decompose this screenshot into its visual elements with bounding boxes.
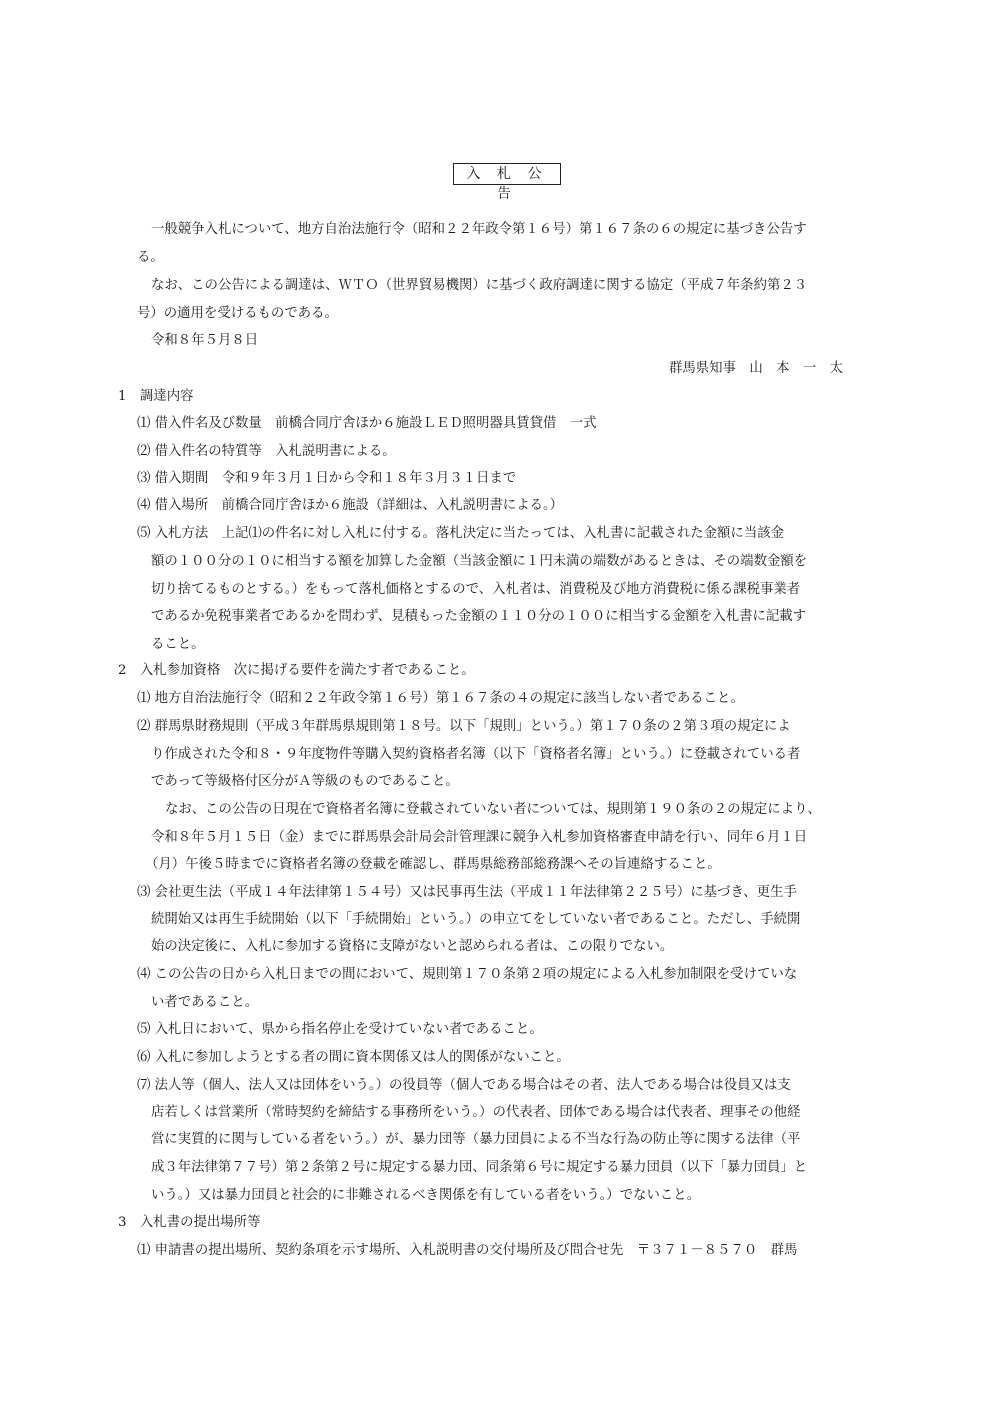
list-item-continuation: いう。）又は暴力団員と社会的に非難されるべき関係を有している者をいう。）でないこと。 xyxy=(151,1188,701,1203)
intro-paragraph-line: 号）の適用を受けるものである。 xyxy=(137,306,338,321)
list-item-continuation: 額の１００分の１０に相当する額を加算した金額（当該金額に１円未満の端数があるときは、その端数金額を xyxy=(151,554,808,569)
list-item: ⑶ 借入期間 令和９年３月１日から令和１８年３月３１日まで xyxy=(137,471,517,486)
list-item-continuation: （月）午後５時までに資格者名簿の登載を確認し、群馬県総務部総務課へその旨連絡すること。 xyxy=(145,857,721,872)
intro-paragraph-line: る。 xyxy=(137,250,164,265)
list-item-continuation: 店若しくは営業所（常時契約を締結する事務所をいう。）の代表者、団体である場合は代表者、理事その他経 xyxy=(151,1105,801,1120)
list-item-continuation: 切り捨てるものとする。）をもって落札価格とするので、入札者は、消費税及び地方消費税に係る課税事業者 xyxy=(151,582,801,597)
list-item-continuation: 令和８年５月１５日（金）までに群馬県会計局会計管理課に競争入札参加資格審査申請を行い、同年６月１日 xyxy=(151,830,808,845)
list-item-continuation: ること。 xyxy=(151,637,205,652)
list-item-continuation: なお、この公告の日現在で資格者名簿に登載されていない者については、規則第１９０条の２の規定により、 xyxy=(165,802,821,817)
list-item: ⑺ 法人等（個人、法人又は団体をいう。）の役員等（個人である場合はその者、法人である場合は役員又は支 xyxy=(137,1078,791,1093)
list-item: ⑴ 地方自治法施行令（昭和２２年政令第１６号）第１６７条の４の規定に該当しない者であること。 xyxy=(137,691,744,706)
list-item-continuation: 始の決定後に、入札に参加する資格に支障がないと認められる者は、この限りでない。 xyxy=(151,939,674,954)
intro-paragraph-line: 一般競争入札について、地方自治法施行令（昭和２２年政令第１６号）第１６７条の６の規定に基づき公告す xyxy=(151,222,807,237)
notice-date: 令和８年５月８日 xyxy=(151,333,259,348)
list-item-continuation: であって等級格付区分がＡ等級のものであること。 xyxy=(151,774,459,789)
section-heading: 3 入札書の提出場所等 xyxy=(118,1215,261,1230)
list-item-continuation: り作成された令和８・９年度物件等購入契約資格者名簿（以下「資格者名簿」という。）に登載されている者 xyxy=(151,747,801,762)
list-item: ⑵ 借入件名の特質等 入札説明書による。 xyxy=(137,444,396,459)
list-item: ⑹ 入札に参加しようとする者の間に資本関係又は人的関係がないこと。 xyxy=(137,1050,570,1065)
list-item-continuation: い者であること。 xyxy=(151,995,259,1010)
list-item: ⑴ 申請書の提出場所、契約条項を示す場所、入札説明書の交付場所及び問合せ先 〒３７１－８５７０ 群馬 xyxy=(137,1243,798,1258)
issuer-signature: 群馬県知事 山 本 一 太 xyxy=(669,361,844,376)
list-item-continuation: 営に実質的に関与している者をいう。）が、暴力団等（暴力団員による不当な行為の防止等に関する法律（平 xyxy=(151,1132,801,1147)
list-item: ⑷ この公告の日から入札日までの間において、規則第１７０条第２項の規定による入札参加制限を受けていな xyxy=(137,967,798,982)
list-item-continuation: 続開始又は再生手続開始（以下「手続開始」という。）の申立てをしていない者であること。ただし、手続開 xyxy=(151,912,801,927)
section-heading: 2 入札参加資格 次に掲げる要件を満たす者であること。 xyxy=(118,663,475,678)
list-item: ⑶ 会社更生法（平成１４年法律第１５４号）又は民事再生法（平成１１年法律第２２５号）に基づき、更生手 xyxy=(137,885,797,900)
list-item-continuation: 成３年法律第７７号）第２条第２号に規定する暴力団、同条第６号に規定する暴力団員（以下「暴力団員」と xyxy=(151,1160,808,1175)
list-item: ⑵ 群馬県財務規則（平成３年群馬県規則第１８号。以下「規則」という。）第１７０条の２第３項の規定によ xyxy=(137,719,791,734)
list-item: ⑸ 入札日において、県から指名停止を受けていない者であること。 xyxy=(137,1022,543,1037)
document-title: 入 札 公 告 xyxy=(453,163,561,185)
list-item: ⑸ 入札方法 上記⑴の件名に対し入札に付する。落札決定に当たっては、入札書に記載された金額に当該金 xyxy=(137,526,785,541)
list-item-continuation: であるか免税事業者であるかを問わず、見積もった金額の１１０分の１００に相当する金額を入札書に記載す xyxy=(151,609,807,624)
section-heading: 1 調達内容 xyxy=(118,389,194,404)
list-item: ⑷ 借入場所 前橋合同庁舎ほか６施設（詳細は、入札説明書による。） xyxy=(137,498,564,513)
list-item: ⑴ 借入件名及び数量 前橋合同庁舎ほか６施設ＬＥＤ照明器具賃貸借 一式 xyxy=(137,416,597,431)
intro-paragraph-line: なお、この公告による調達は、ＷＴＯ（世界貿易機関）に基づく政府調達に関する協定（平成７年条約第２３ xyxy=(151,278,808,293)
